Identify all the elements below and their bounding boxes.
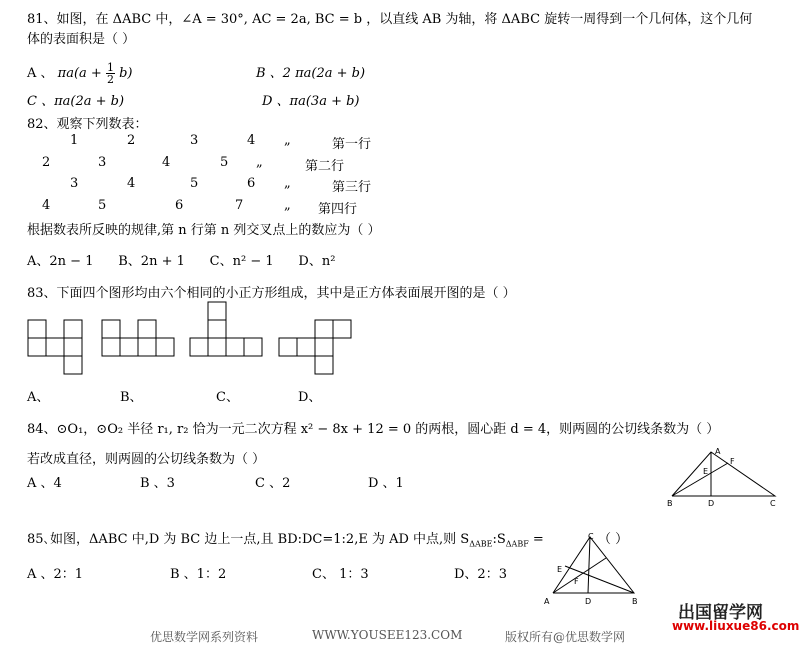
q82-stem: 82、观察下列数表： [27, 117, 148, 132]
fig84-label-b: B [667, 499, 673, 508]
q85-sub2: ΔABF [505, 539, 529, 549]
q82-row4-label: 第四行 [318, 202, 358, 217]
q82-row4-dots: „ [284, 198, 291, 213]
fig84-label-a: A [715, 447, 721, 456]
q82-row1-n1: 1 [70, 133, 79, 148]
fig84-label-c: C [770, 499, 776, 508]
q85-eq: = [528, 532, 544, 547]
q81-option-b: B 、2 πa(2a + b) [256, 66, 366, 81]
q82-row1-dots: „ [284, 133, 291, 148]
q81-stem-line1: 81、如图，在 ΔABC 中，∠A = 30°, AC = 2a, BC = b ，以直线 AB 为轴，将 ΔABC 旋转一周得到一个几何体，这个几何 [27, 12, 753, 27]
fig85-label-f: F [574, 577, 579, 586]
q82-row1-n2: 2 [127, 133, 136, 148]
q82-row2-n4: 5 [220, 155, 229, 170]
fig84-label-e: E [703, 467, 709, 476]
q81-option-c: C 、πa(2a + b) [27, 94, 125, 109]
q82-row2-label: 第二行 [305, 159, 345, 174]
q81-frac-den: 2 [106, 73, 114, 86]
q84-line2: 若改成直径，则两圆的公切线条数为（ ） [27, 452, 266, 467]
q84-option-d: D 、1 [368, 476, 404, 491]
footer-mid: WWW.YOUSEE123.COM [312, 628, 463, 642]
q82-row3-n3: 5 [190, 176, 199, 191]
q83-label-d: D、 [298, 390, 322, 405]
q81-option-a-label: A 、 [27, 66, 54, 81]
fig85-label-e: E [557, 565, 563, 574]
q82-row2-n3: 4 [162, 155, 171, 170]
fig84-label-d: D [708, 499, 715, 508]
q84-option-a: A 、4 [27, 476, 62, 491]
q84-stem: 84、⊙O₁，⊙O₂ 半径 r₁, r₂ 恰为一元二次方程 x² − 8x + 12 = 0 的两根，圆心距 d = 4，则两圆的公切线条数为（ ） [27, 422, 720, 437]
q82-row1-label: 第一行 [332, 137, 372, 152]
q82-row2-n1: 2 [42, 155, 51, 170]
q85-paren: （ ） [598, 532, 629, 547]
watermark-url: www.liuxue86.com [672, 619, 800, 633]
q82-row4-n3: 6 [175, 198, 184, 213]
q85-option-d: D、2：3 [454, 567, 507, 582]
q82-row3-label: 第三行 [332, 180, 372, 195]
q84-option-b: B 、3 [140, 476, 175, 491]
q82-row4-n1: 4 [42, 198, 51, 213]
q84-option-c: C 、2 [255, 476, 291, 491]
fig85-label-a: A [544, 597, 550, 606]
q82-row2-dots: „ [256, 155, 263, 170]
fig85-label-c: C [588, 532, 594, 541]
q83-stem: 83、下面四个图形均由六个相同的小正方形组成，其中是正方体表面展开图的是（ ） [27, 286, 516, 301]
q81-option-d: D 、πa(3a + b) [262, 94, 360, 109]
q82-options: A、2n − 1 B、2n + 1 C、n² − 1 D、n² [27, 254, 336, 269]
q85-option-c: C、 1：3 [312, 567, 369, 582]
q85-option-a: A 、2：1 [27, 567, 84, 582]
q81-option-a-text: πa(a + [57, 66, 106, 81]
fig85-label-d: D [585, 597, 592, 606]
q82-question: 根据数表所反映的规律,第 n 行第 n 列交叉点上的数应为（ ） [27, 223, 381, 238]
q82-row1-n3: 3 [190, 133, 199, 148]
q85-option-b: B 、1：2 [170, 567, 227, 582]
footer-left: 优思数学网系列资料 [150, 630, 259, 644]
q82-row4-n2: 5 [98, 198, 107, 213]
q81-option-a-tail: b) [119, 66, 133, 81]
q82-row3-n1: 3 [70, 176, 79, 191]
q85-sub1: ΔABE [469, 539, 493, 549]
footer-right: 版权所有@优思数学网 [505, 630, 626, 644]
q82-row3-n2: 4 [127, 176, 136, 191]
q82-row4-n4: 7 [235, 198, 244, 213]
fig84-label-f: F [730, 457, 735, 466]
q82-row3-n4: 6 [247, 176, 256, 191]
fig85-label-b: B [632, 597, 638, 606]
q85-colon: :S [492, 532, 506, 547]
q83-label-b: B、 [120, 390, 143, 405]
q83-label-c: C、 [216, 390, 239, 405]
q82-row3-dots: „ [284, 176, 291, 191]
q85-stem-main: 85､如图，ΔABC 中,D 为 BC 边上一点,且 BD:DC=1:2,E 为 AD 中点,则 S [27, 532, 470, 547]
q81-stem-line2: 体的表面积是（ ） [27, 32, 136, 47]
q83-label-a: A、 [27, 390, 50, 405]
q82-row1-n4: 4 [247, 133, 256, 148]
q82-row2-n2: 3 [98, 155, 107, 170]
watermark-cn: 出国留学网 [678, 603, 763, 623]
q81-frac-num: 1 [106, 61, 114, 74]
